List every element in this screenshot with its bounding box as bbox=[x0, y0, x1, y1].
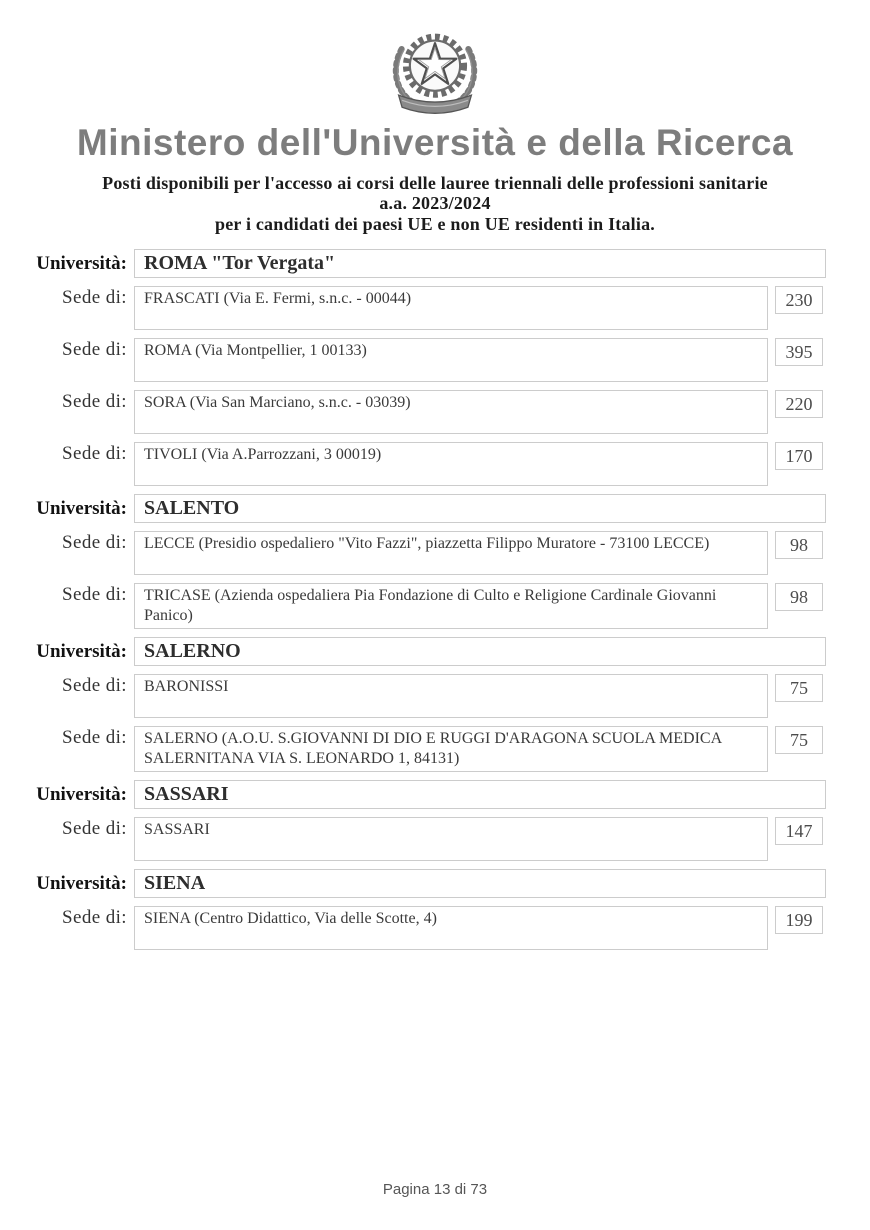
page-number: Pagina 13 di 73 bbox=[382, 1181, 488, 1198]
site-label: Sede di: bbox=[62, 675, 127, 697]
site-name-box: SIENA (Centro Didattico, Via delle Scotte, 4) bbox=[134, 906, 768, 950]
site-label: Sede di: bbox=[62, 391, 127, 413]
university-label: Università: bbox=[36, 641, 127, 663]
university-name-box: SIENA bbox=[134, 869, 826, 898]
italy-republic-emblem-logo bbox=[383, 24, 487, 116]
subtitle-line-2: a.a. 2023/2024 bbox=[379, 193, 491, 214]
university-row bbox=[22, 869, 870, 898]
site-row bbox=[22, 726, 870, 772]
university-section bbox=[0, 494, 870, 629]
page-title: Ministero dell'Università e della Ricerca bbox=[76, 122, 794, 163]
university-label: Università: bbox=[36, 784, 127, 806]
university-row bbox=[22, 780, 870, 809]
university-section bbox=[0, 780, 870, 861]
site-row bbox=[22, 906, 870, 950]
seats-count-box: 98 bbox=[775, 583, 823, 611]
site-label: Sede di: bbox=[62, 339, 127, 361]
site-label: Sede di: bbox=[62, 584, 127, 606]
site-name-box: ROMA (Via Montpellier, 1 00133) bbox=[134, 338, 768, 382]
site-label: Sede di: bbox=[62, 532, 127, 554]
site-row bbox=[22, 338, 870, 382]
site-row bbox=[22, 583, 870, 629]
site-label: Sede di: bbox=[62, 727, 127, 749]
university-name-box: SASSARI bbox=[134, 780, 826, 809]
site-name-box: SALERNO (A.O.U. S.GIOVANNI DI DIO E RUGGI D'ARAGONA SCUOLA MEDICA SALERNITANA VIA S. LEONARDO 1, 84131) bbox=[134, 726, 768, 772]
seats-count-box: 98 bbox=[775, 531, 823, 559]
site-name-box: BARONISSI bbox=[134, 674, 768, 718]
seats-count-box: 220 bbox=[775, 390, 823, 418]
site-row bbox=[22, 390, 870, 434]
document-header bbox=[0, 0, 870, 234]
universities-list bbox=[0, 249, 870, 950]
seats-count-box: 147 bbox=[775, 817, 823, 845]
university-name-box: SALERNO bbox=[134, 637, 826, 666]
seats-count-box: 75 bbox=[775, 674, 823, 702]
university-row bbox=[22, 637, 870, 666]
university-label: Università: bbox=[36, 498, 127, 520]
site-label: Sede di: bbox=[62, 287, 127, 309]
university-row bbox=[22, 249, 870, 278]
site-name-box: TRICASE (Azienda ospedaliera Pia Fondazione di Culto e Religione Cardinale Giovanni Panico) bbox=[134, 583, 768, 629]
site-label: Sede di: bbox=[62, 818, 127, 840]
site-label: Sede di: bbox=[62, 907, 127, 929]
seats-count-box: 170 bbox=[775, 442, 823, 470]
italy-emblem-icon bbox=[383, 24, 487, 116]
site-label: Sede di: bbox=[62, 443, 127, 465]
site-name-box: TIVOLI (Via A.Parrozzani, 3 00019) bbox=[134, 442, 768, 486]
university-name-box: SALENTO bbox=[134, 494, 826, 523]
seats-count-box: 395 bbox=[775, 338, 823, 366]
subtitle-line-1: Posti disponibili per l'accesso ai corsi delle lauree triennali delle professioni sanitarie bbox=[102, 172, 768, 193]
site-row bbox=[22, 442, 870, 486]
page-subtitle bbox=[0, 173, 870, 235]
seats-count-box: 75 bbox=[775, 726, 823, 754]
site-name-box: SASSARI bbox=[134, 817, 768, 861]
university-name-box: ROMA "Tor Vergata" bbox=[134, 249, 826, 278]
university-row bbox=[22, 494, 870, 523]
seats-count-box: 230 bbox=[775, 286, 823, 314]
subtitle-line-3: per i candidati dei paesi UE e non UE residenti in Italia. bbox=[215, 213, 655, 234]
university-label: Università: bbox=[36, 873, 127, 895]
site-row bbox=[22, 674, 870, 718]
site-row bbox=[22, 531, 870, 575]
page-footer bbox=[0, 1181, 870, 1198]
university-section bbox=[0, 249, 870, 486]
university-section bbox=[0, 869, 870, 950]
university-section bbox=[0, 637, 870, 772]
university-label: Università: bbox=[36, 253, 127, 275]
site-row bbox=[22, 817, 870, 861]
site-name-box: LECCE (Presidio ospedaliero "Vito Fazzi", piazzetta Filippo Muratore - 73100 LECCE) bbox=[134, 531, 768, 575]
site-row bbox=[22, 286, 870, 330]
seats-count-box: 199 bbox=[775, 906, 823, 934]
site-name-box: SORA (Via San Marciano, s.n.c. - 03039) bbox=[134, 390, 768, 434]
site-name-box: FRASCATI (Via E. Fermi, s.n.c. - 00044) bbox=[134, 286, 768, 330]
